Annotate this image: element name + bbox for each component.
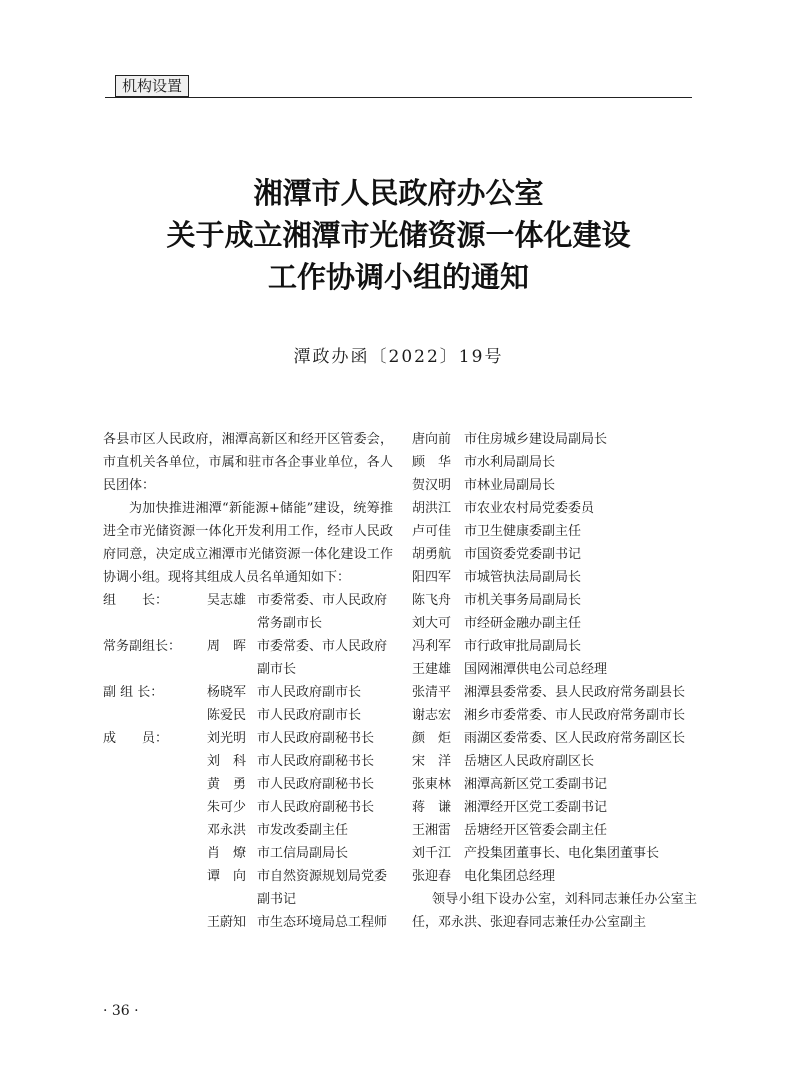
member-post: 市自然资源规划局党委副书记	[257, 869, 388, 907]
member-row	[103, 773, 393, 796]
member-list-right	[412, 428, 697, 888]
member-name: 卢可佳	[412, 524, 452, 539]
member-row	[412, 681, 697, 704]
intro-paragraph: 为加快推进湘潭“新能源+储能”建设，统筹推进全市光储资源一体化开发利用工作，经市人民政府同意，决定成立湘潭市光储资源一体化建设工作协调小组。现将其组成人员名单通知如下：	[103, 501, 393, 585]
member-name: 肖 燎	[207, 846, 247, 861]
member-name: 陈爱民	[207, 708, 247, 723]
document-number: 潭政办函〔2022〕19号	[293, 347, 504, 367]
member-row	[412, 428, 697, 451]
member-post: 市生态环境局总工程师	[257, 915, 388, 930]
member-name: 阳四军	[412, 570, 452, 585]
member-name: 吴志雄	[207, 593, 247, 608]
member-list-left	[103, 589, 393, 934]
title-line: 关于成立湘潭市光储资源一体化建设	[166, 218, 631, 252]
member-post: 湘潭经开区党工委副书记	[464, 800, 608, 815]
member-name: 王湘雷	[412, 823, 452, 838]
member-row	[412, 612, 697, 635]
member-name: 颜 炬	[412, 731, 452, 746]
closing-paragraph: 领导小组下设办公室，刘科同志兼任办公室主任，邓永洪、张迎春同志兼任办公室副主	[412, 892, 697, 930]
member-row	[412, 497, 697, 520]
member-role: 组 长：	[103, 593, 169, 608]
member-post: 市人民政府副市长	[257, 708, 362, 723]
title-line: 工作协调小组的通知	[267, 260, 529, 294]
member-name: 刘 科	[207, 754, 247, 769]
member-row	[103, 635, 393, 681]
member-name: 唐向前	[412, 432, 452, 447]
header-rule	[105, 97, 692, 98]
member-role	[103, 750, 207, 773]
member-name: 胡勇航	[412, 547, 452, 562]
member-post: 湘潭高新区党工委副书记	[464, 777, 608, 792]
member-row	[412, 543, 697, 566]
member-name: 贺汉明	[412, 478, 452, 493]
member-role	[103, 819, 207, 842]
member-name: 顾 华	[412, 455, 452, 470]
member-row	[103, 842, 393, 865]
member-post: 市人民政府副秘书长	[257, 800, 375, 815]
member-role	[103, 704, 207, 727]
page-number: · 36 ·	[103, 1003, 139, 1019]
member-role	[103, 865, 207, 911]
member-name: 张清平	[412, 685, 452, 700]
member-post: 市人民政府副秘书长	[257, 731, 375, 746]
member-row	[412, 819, 697, 842]
member-role: 成 员：	[103, 731, 169, 746]
member-name: 陈飞舟	[412, 593, 452, 608]
left-column	[103, 428, 393, 934]
member-row	[412, 704, 697, 727]
title-line: 湘潭市人民政府办公室	[253, 176, 544, 210]
member-post: 市发改委副主任	[257, 823, 349, 838]
member-role: 常务副组长：	[103, 639, 182, 654]
member-role	[103, 842, 207, 865]
member-row	[103, 727, 393, 750]
member-row	[412, 589, 697, 612]
section-tag: 机构设置	[115, 75, 189, 97]
member-row	[412, 773, 697, 796]
member-name: 朱可少	[207, 800, 247, 815]
member-row	[103, 819, 393, 842]
member-post: 市行政审批局副局长	[464, 639, 582, 654]
member-post: 市工信局副局长	[257, 846, 349, 861]
member-name: 邓永洪	[207, 823, 247, 838]
member-post: 湘乡市委常委、市人民政府常务副市长	[464, 708, 686, 723]
member-name: 王建雄	[412, 662, 452, 677]
right-column	[412, 428, 697, 934]
member-row	[412, 842, 697, 865]
member-name: 张迎春	[412, 869, 452, 884]
member-post: 岳塘区人民政府副区长	[464, 754, 595, 769]
member-row	[103, 681, 393, 704]
member-post: 市人民政府副秘书长	[257, 777, 375, 792]
member-name: 刘光明	[207, 731, 247, 746]
document-title	[100, 172, 697, 298]
member-row	[412, 796, 697, 819]
recipients-paragraph: 各县市区人民政府，湘潭高新区和经开区管委会，市直机关各单位，市属和驻市各企事业单位，各人民团体：	[103, 432, 393, 493]
member-name: 谢志宏	[412, 708, 452, 723]
member-post: 产投集团董事长、电化集团董事长	[464, 846, 660, 861]
member-name: 刘千江	[412, 846, 452, 861]
member-row	[103, 750, 393, 773]
member-post: 国网湘潭供电公司总经理	[464, 662, 608, 677]
member-post: 市机关事务局副局长	[464, 593, 582, 608]
member-row	[103, 589, 393, 635]
member-role	[103, 911, 207, 934]
member-row	[103, 704, 393, 727]
member-post: 市委常委、市人民政府常务副市长	[257, 593, 388, 631]
member-name: 杨晓军	[207, 685, 247, 700]
member-row	[412, 635, 697, 658]
member-post: 市林业局副局长	[464, 478, 556, 493]
member-row	[412, 865, 697, 888]
member-post: 市经研金融办副主任	[464, 616, 582, 631]
member-name: 谭 向	[207, 869, 247, 884]
member-post: 市委常委、市人民政府副市长	[257, 639, 388, 677]
member-row	[412, 566, 697, 589]
member-role	[103, 796, 207, 819]
member-post: 市农业农村局党委委员	[464, 501, 595, 516]
member-row	[103, 865, 393, 911]
member-name: 胡洪江	[412, 501, 452, 516]
member-name: 周 晖	[207, 639, 247, 654]
member-name: 王蔚知	[207, 915, 247, 930]
member-name: 刘大可	[412, 616, 452, 631]
member-post: 市卫生健康委副主任	[464, 524, 582, 539]
member-name: 黄 勇	[207, 777, 247, 792]
member-post: 雨湖区委常委、区人民政府常务副区长	[464, 731, 686, 746]
member-post: 电化集团总经理	[464, 869, 556, 884]
member-row	[412, 727, 697, 750]
member-name: 蒋 谦	[412, 800, 452, 815]
member-post: 市城管执法局副局长	[464, 570, 582, 585]
member-role	[103, 773, 207, 796]
member-post: 市人民政府副秘书长	[257, 754, 375, 769]
member-post: 岳塘经开区管委会副主任	[464, 823, 608, 838]
member-post: 市人民政府副市长	[257, 685, 362, 700]
member-row	[412, 658, 697, 681]
member-row	[412, 750, 697, 773]
member-post: 湘潭县委常委、县人民政府常务副县长	[464, 685, 686, 700]
member-name: 宋 洋	[412, 754, 452, 769]
member-post: 市住房城乡建设局副局长	[464, 432, 608, 447]
member-role: 副 组 长：	[103, 685, 164, 700]
member-row	[103, 796, 393, 819]
member-row	[412, 520, 697, 543]
member-row	[412, 474, 697, 497]
member-row	[103, 911, 393, 934]
member-name: 张東林	[412, 777, 452, 792]
member-post: 市国资委党委副书记	[464, 547, 582, 562]
member-name: 冯利军	[412, 639, 452, 654]
member-row	[412, 451, 697, 474]
member-post: 市水利局副局长	[464, 455, 556, 470]
